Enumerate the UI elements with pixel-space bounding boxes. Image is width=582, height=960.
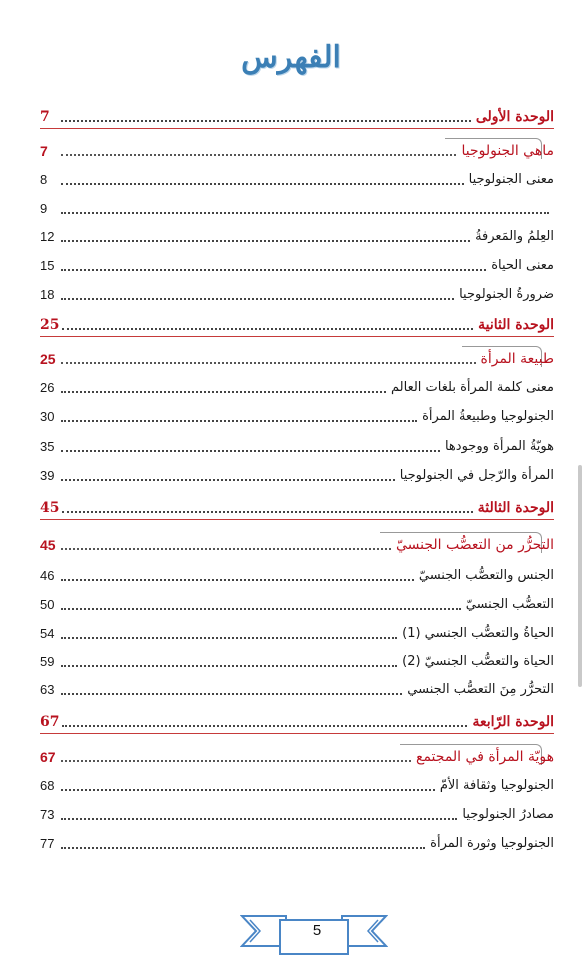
toc-item-label: معنى كلمة المرأة بلغات العالم bbox=[391, 380, 554, 395]
dot-leader bbox=[61, 665, 397, 667]
toc-page-number: 68 bbox=[40, 778, 55, 793]
toc-page-number: 35 bbox=[40, 439, 55, 454]
toc-item-label: المرأة والرّجل في الجنولوجيا bbox=[399, 468, 554, 483]
dot-leader bbox=[61, 240, 470, 242]
toc-item-label: العِلمُ والمَعرفةُ bbox=[475, 229, 554, 244]
toc-unit-row[interactable] bbox=[40, 708, 554, 734]
dot-leader bbox=[61, 154, 456, 156]
toc-item-row[interactable] bbox=[40, 251, 554, 277]
toc-page-number: 54 bbox=[40, 626, 55, 641]
toc-item-row[interactable] bbox=[40, 165, 554, 191]
toc-item-label: الجنولوجيا وثورة المرأة bbox=[430, 836, 554, 851]
toc-chapter-label: ماهي الجنولوجيا bbox=[461, 143, 554, 159]
toc-item-row[interactable] bbox=[40, 373, 554, 399]
toc-unit-row[interactable] bbox=[40, 103, 554, 129]
toc-item-label: التعصُّب الجنسيّ bbox=[465, 597, 554, 612]
dot-leader bbox=[61, 847, 425, 849]
dot-leader bbox=[61, 362, 476, 364]
toc-unit-label: الوحدة الثالثة bbox=[477, 500, 554, 516]
toc-chapter-label: هويّة المرأة في المجتمع bbox=[416, 749, 554, 765]
toc-chapter-row[interactable] bbox=[40, 136, 554, 162]
dot-leader bbox=[61, 479, 395, 481]
toc-page-number: 73 bbox=[40, 807, 55, 822]
toc-item-label: هويّةُ المرأة ووجودها bbox=[444, 439, 554, 454]
toc-page-number: 8 bbox=[40, 172, 48, 187]
toc-item-row[interactable] bbox=[40, 800, 554, 826]
toc-chapter-row[interactable] bbox=[40, 742, 554, 768]
toc-item-row[interactable] bbox=[40, 647, 554, 673]
toc-item-label: الجنولوجيا وثقافة الأمّ bbox=[439, 778, 554, 793]
toc-unit-label: الوحدة الثانية bbox=[478, 317, 554, 333]
toc-item-row[interactable] bbox=[40, 771, 554, 797]
dot-leader bbox=[61, 298, 454, 300]
toc-item-row[interactable] bbox=[40, 590, 554, 616]
dot-leader bbox=[61, 818, 457, 820]
toc-item-label: ضرورةُ الجنولوجيا bbox=[459, 287, 554, 302]
toc-chapter-row[interactable] bbox=[40, 530, 554, 556]
toc-page-number: 45 bbox=[40, 500, 60, 516]
toc-item-row[interactable] bbox=[40, 675, 554, 701]
toc-unit-label: الوحدة الأولى bbox=[475, 109, 554, 125]
toc-chapter-label: التحرُّر من التعصُّب الجنسيّ bbox=[395, 537, 554, 553]
toc-page-number: 7 bbox=[40, 109, 50, 125]
dot-leader bbox=[61, 269, 486, 271]
toc-page-number: 26 bbox=[40, 380, 55, 395]
dot-leader bbox=[61, 548, 391, 550]
toc-page-number: 39 bbox=[40, 468, 55, 483]
toc-page-number: 50 bbox=[40, 597, 55, 612]
dot-leader bbox=[61, 450, 440, 452]
dot-leader bbox=[62, 328, 473, 330]
dot-leader bbox=[61, 420, 417, 422]
toc-page-number: 7 bbox=[40, 143, 48, 159]
toc-item-label: الجنولوجيا وطبيعةُ المرأة bbox=[422, 409, 554, 424]
dot-leader bbox=[61, 391, 386, 393]
toc-item-row[interactable] bbox=[40, 561, 554, 587]
toc-chapter-label: طبيعة المرأة bbox=[480, 351, 554, 367]
dot-leader bbox=[61, 637, 397, 639]
toc-page-number: 67 bbox=[40, 749, 56, 765]
toc-item-row[interactable] bbox=[40, 402, 554, 428]
dot-leader bbox=[62, 511, 472, 513]
toc-item-row[interactable] bbox=[40, 829, 554, 855]
toc-item-label: الحياة والتعصُّب الجنسيّ (2) bbox=[402, 654, 554, 669]
toc-item-label: التحرُّر مِنَ التعصُّب الجنسي bbox=[407, 682, 554, 697]
toc-item-row[interactable] bbox=[40, 194, 554, 220]
dot-leader bbox=[61, 693, 402, 695]
toc-item-row[interactable] bbox=[40, 280, 554, 306]
dot-leader bbox=[61, 608, 461, 610]
toc-unit-row[interactable] bbox=[40, 494, 554, 520]
toc-unit-row[interactable] bbox=[40, 311, 554, 337]
toc-page-number: 12 bbox=[40, 229, 55, 244]
toc-page-number: 18 bbox=[40, 287, 55, 302]
toc-page-number: 30 bbox=[40, 409, 55, 424]
toc-page-number: 9 bbox=[40, 201, 48, 216]
toc-page-number: 59 bbox=[40, 654, 55, 669]
scrollbar[interactable] bbox=[578, 465, 582, 687]
page-number: 5 bbox=[312, 922, 322, 939]
toc-item-row[interactable] bbox=[40, 461, 554, 487]
toc-page-number: 25 bbox=[40, 317, 60, 333]
page-title: الفهرس bbox=[241, 40, 341, 75]
toc-item-label: الحياةُ والتعصُّب الجنسي (1) bbox=[402, 626, 554, 641]
toc-item-label: مصادرُ الجنولوجيا bbox=[462, 807, 554, 822]
toc-unit-label: الوحدة الرّابعة bbox=[472, 714, 554, 730]
toc-item-row[interactable] bbox=[40, 432, 554, 458]
dot-leader bbox=[62, 725, 467, 727]
toc-page-number: 46 bbox=[40, 568, 55, 583]
toc-page-number: 45 bbox=[40, 537, 56, 553]
toc-item-label: معنى الحياة bbox=[491, 258, 554, 273]
toc-page-number: 15 bbox=[40, 258, 55, 273]
dot-leader bbox=[61, 120, 471, 122]
toc-page-number: 67 bbox=[40, 714, 60, 730]
toc-item-label: معنى الجنولوجيا bbox=[468, 172, 554, 187]
toc-item-row[interactable] bbox=[40, 619, 554, 645]
toc-item-row[interactable] bbox=[40, 222, 554, 248]
dot-leader bbox=[61, 183, 464, 185]
toc-page-number: 63 bbox=[40, 682, 55, 697]
toc-chapter-row[interactable] bbox=[40, 344, 554, 370]
dot-leader bbox=[61, 789, 435, 791]
dot-leader bbox=[61, 212, 549, 214]
dot-leader bbox=[61, 579, 414, 581]
toc-item-label: الجنس والتعصُّب الجنسيّ bbox=[418, 568, 554, 583]
dot-leader bbox=[61, 760, 411, 762]
toc-page-number: 25 bbox=[40, 351, 56, 367]
toc-page-number: 77 bbox=[40, 836, 55, 851]
